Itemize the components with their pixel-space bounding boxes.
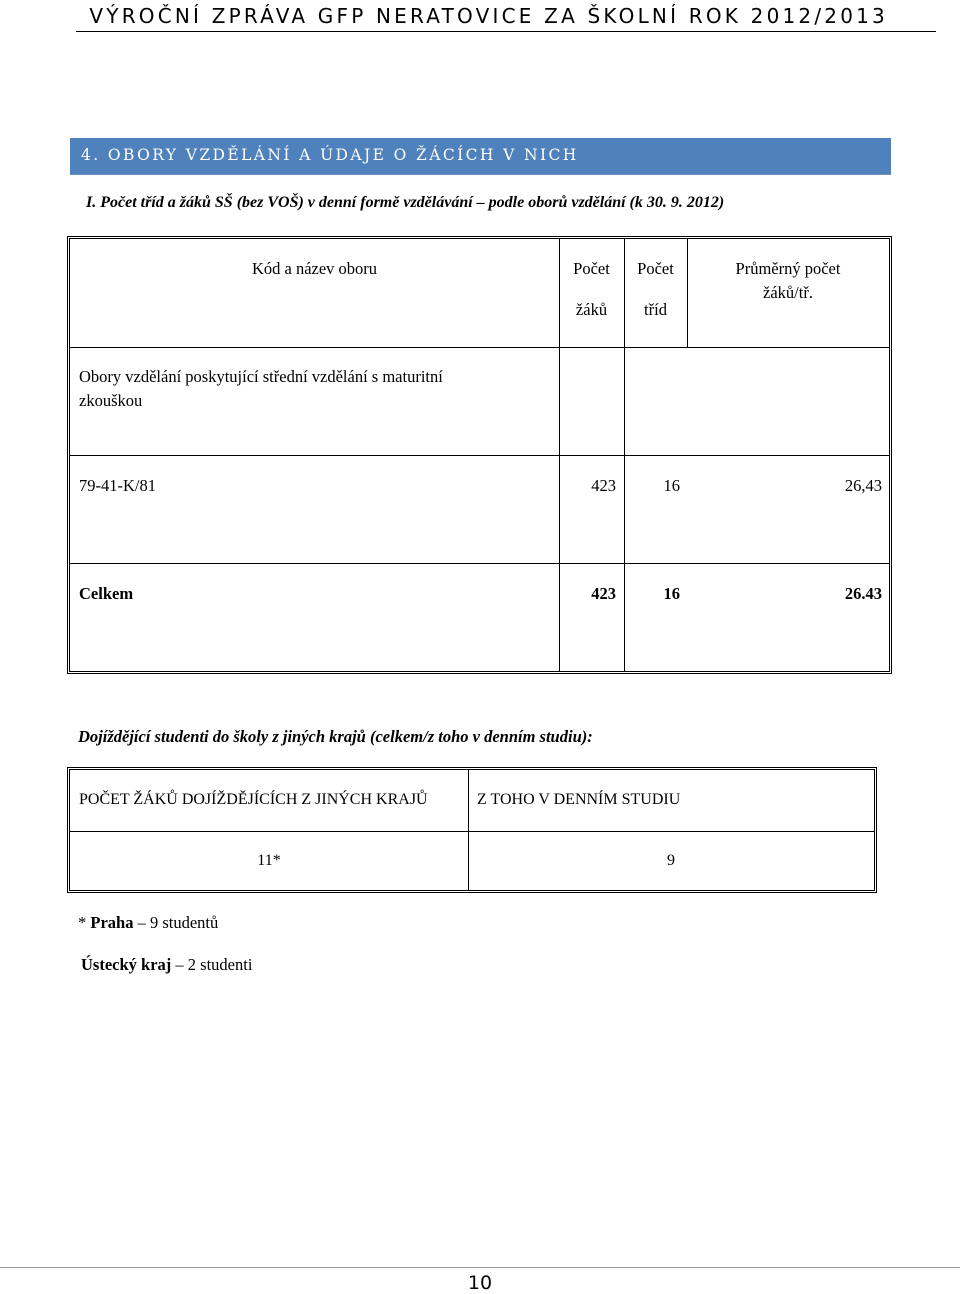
class-student-table: [67, 236, 892, 674]
page-number: 10: [467, 1272, 493, 1294]
row-divider: [70, 455, 889, 456]
document-header-title: VÝROČNÍ ZPRÁVA GFP NERATOVICE ZA ŠKOLNÍ ROK 2012/2013: [89, 4, 888, 28]
total-students: 423: [591, 584, 616, 603]
row-divider: [70, 347, 889, 348]
group-label-line1: Obory vzdělání poskytující střední vzdělání s maturitní: [79, 367, 443, 386]
row-code: 79-41-K/81: [79, 476, 156, 495]
header-code-name: Kód a název oboru: [251, 259, 378, 278]
value-commuting-daily: 9: [667, 852, 675, 869]
row-classes: 16: [663, 476, 680, 495]
commuting-students-table: [67, 767, 877, 893]
total-classes: 16: [663, 584, 680, 603]
footnote-ustecky: [81, 955, 252, 975]
header-classes-line2: tříd: [644, 300, 667, 319]
commuting-students-note: Dojíždějící studenti do školy z jiných krajů (celkem/z toho v denním studiu):: [78, 727, 593, 746]
header-commuting-total: POČET ŽÁKŮ DOJÍŽDĚJÍCÍCH Z JINÝCH KRAJŮ: [79, 791, 428, 808]
column-divider: [468, 770, 469, 890]
section-heading: 4. OBORY VZDĚLÁNÍ A ÚDAJE O ŽÁCÍCH V NICH: [70, 138, 891, 175]
footer-divider: [0, 1267, 960, 1268]
row-divider: [70, 563, 889, 564]
header-average-line1: Průměrný počet: [735, 259, 841, 278]
header-divider: [76, 31, 936, 32]
header-students-line1: Počet: [573, 259, 610, 278]
footnote-marker: *: [78, 913, 91, 932]
total-label: Celkem: [79, 584, 134, 603]
header-commuting-daily: Z TOHO V DENNÍM STUDIU: [477, 791, 681, 808]
footnote-region: Ústecký kraj: [81, 955, 172, 974]
row-divider: [70, 831, 874, 832]
header-students-line2: žáků: [575, 300, 608, 319]
footnote-text: – 2 studenti: [171, 955, 253, 974]
footnote-region: Praha: [90, 913, 134, 932]
header-average-line2: žáků/tř.: [763, 283, 813, 302]
row-students: 423: [591, 476, 616, 495]
footnote-praha: [78, 913, 218, 933]
row-average: 26,43: [844, 476, 882, 495]
value-commuting-total: 11*: [257, 852, 281, 869]
total-average: 26.43: [844, 584, 882, 603]
group-label-line2: zkouškou: [79, 391, 143, 410]
header-classes-line1: Počet: [637, 259, 674, 278]
footnote-text: – 9 studentů: [133, 913, 219, 932]
table-subtitle: I. Počet tříd a žáků SŠ (bez VOŠ) v denní formě vzdělávání – podle oborů vzdělání (k 30. 9. 2012): [86, 194, 725, 211]
